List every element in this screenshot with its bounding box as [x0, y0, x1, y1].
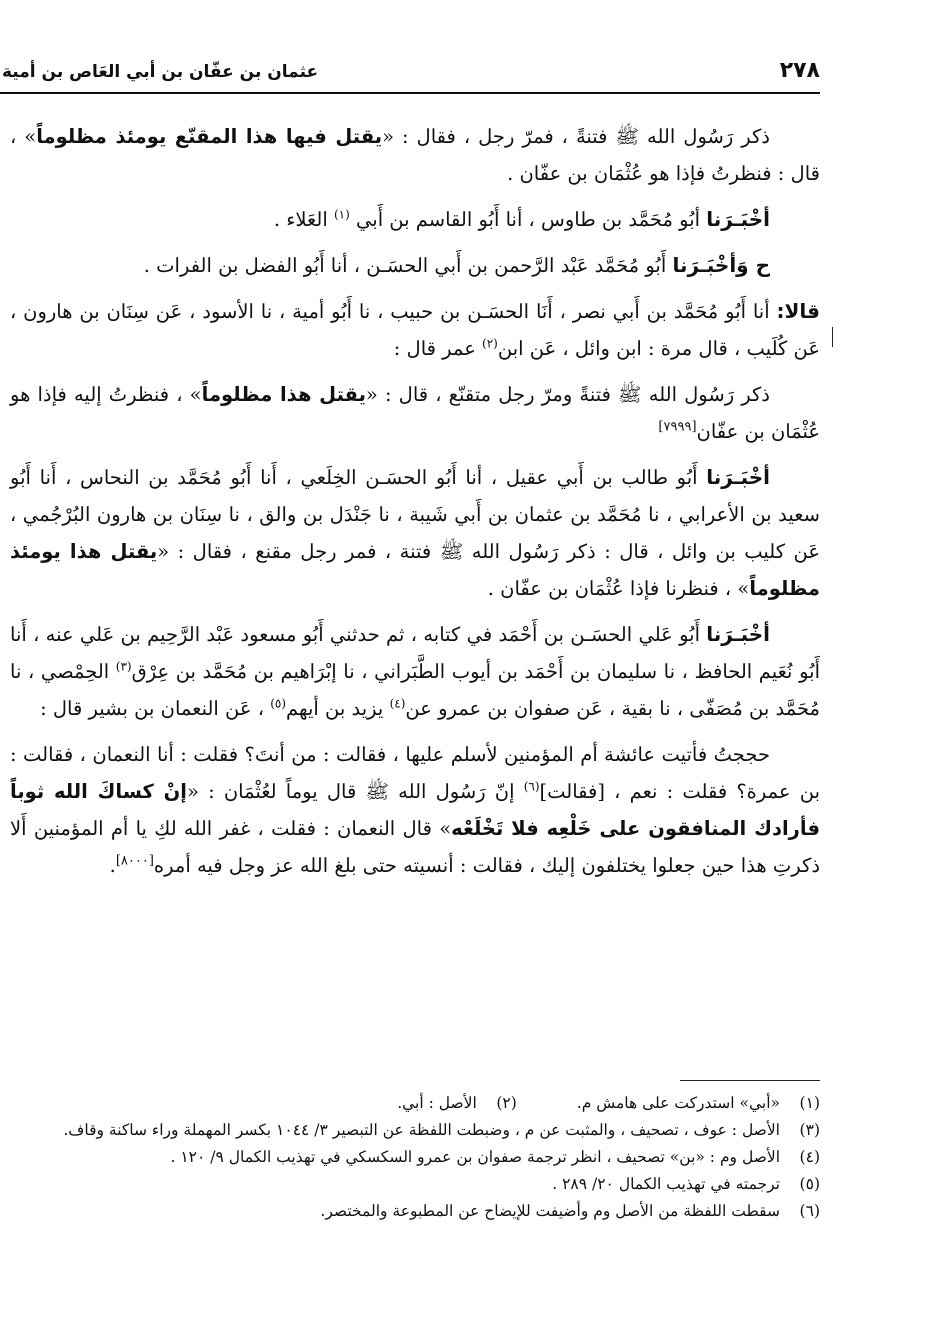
paragraph-4: [10, 293, 820, 367]
footnote-ref: (٦): [523, 779, 540, 794]
text-span: أنا أَبُو مُحَمَّد بن أَبي نصر ، أَنَا الحسَـن بن حبيب ، نا أَبُو أمية ، نا الأسود ، عَن سِنَان بن هارون ، عَن كُلَيب ، قال مرة : ابن وائل ، عَن ابن: [10, 300, 820, 360]
text-span: » ، فنظرتُ إليه فإذا هو عُثْمَان بن عفّان: [10, 383, 820, 443]
footnote-number: (٥): [799, 1175, 820, 1193]
paragraph-8: [10, 736, 820, 884]
paragraph-5: [10, 376, 820, 450]
paragraph-7: [10, 616, 820, 727]
footnote-text: الأصل : أبي.: [397, 1094, 477, 1112]
isnad-lead: قالا:: [776, 299, 820, 323]
hadith-number: [٧٩٩٩]: [658, 419, 697, 435]
footnote-number: (٣): [799, 1121, 820, 1139]
hadith-quote: يقتل هذا مظلوماً: [201, 383, 366, 406]
paragraph-2: [10, 201, 820, 238]
text-span: الحِمْصي ، نا مُحَمَّد بن مُصَفّى ، نا بقية ، عَن صفوان بن عمرو عن: [10, 660, 820, 720]
footnote-ref: (٣): [115, 659, 132, 674]
margin-mark: [832, 327, 833, 347]
footnote-number: (١): [799, 1094, 820, 1112]
text-span: أبُو مُحَمَّد بن طاوس ، أنا أَبُو القاسم بن أَبي: [349, 208, 707, 231]
text-span: » قال النعمان : فقلت ، غفر الله لكِ يا أم المؤمنين أَلا ذكرتِ هذا حين جعلوا يختلفون إليك ، فقالت : أنسيته حتى بلغ الله عز وجل فيه أمره: [10, 817, 820, 877]
footnote-text: الأصل وم : «بن» تصحيف ، انظر ترجمة صفوان بن عمرو السكسكي في تهذيب الكمال ٩/ ١٢٠ .: [170, 1148, 780, 1166]
footnote-ref: (٥): [270, 696, 287, 711]
footnote-1-2: [10, 1090, 820, 1117]
text-span: » ، فنظرنا فإذا عُثْمَان بن عفّان .: [487, 577, 750, 600]
main-text: [10, 118, 820, 893]
paragraph-3: [10, 247, 820, 284]
text-span: ، عَن النعمان بن بشير قال :: [40, 697, 271, 720]
text-span: أَبُو مُحَمَّد عَبْد الرَّحمن بن أَبي الحسَـن ، أنا أَبُو الفضل بن الفرات .: [143, 254, 673, 277]
isnad-lead: أخْبَـرَنا: [706, 622, 771, 646]
footnotes: [10, 1090, 820, 1225]
footnote-text: ترجمته في تهذيب الكمال ٢٠/ ٢٨٩ .: [552, 1175, 780, 1193]
footnote-text: سقطت اللفظة من الأصل وم وأضيفت للإيضاح عن المطبوعة والمختصر.: [320, 1202, 780, 1220]
footnote-ref: (٤): [389, 696, 406, 711]
footnote-3: [10, 1117, 820, 1144]
text-span: .: [109, 854, 116, 877]
footnote-text: الأصل : عوف ، تصحيف ، والمثبت عن م ، وضبطت اللفظة عن التبصير ٣/ ١٠٤٤ بكسر المهملة وراء ساكنة وقاف.: [63, 1121, 780, 1139]
footnote-5: [10, 1171, 820, 1198]
text-span: عمر قال :: [393, 337, 483, 360]
page-header: [0, 58, 820, 94]
running-title: عثمان بن عفّان بن أبي العَاص بن أمية: [2, 62, 319, 82]
footnote-separator: [680, 1080, 820, 1081]
text-span: إنّ رَسُول الله ﷺ قال يوماً لعُثْمَان : «: [186, 780, 524, 803]
footnote-ref: (٢): [482, 336, 498, 351]
footnote-4: [10, 1144, 820, 1171]
text-span: أَبُو عَلي الحسَـن بن أَحْمَد في كتابه ، ثم حدثني أَبُو مسعود عَبْد الرَّحِيم بن عَلي عنه ، أَنا أَبُو نُعَيم الحافظ ، نا سليمان بن أَحْمَد بن أيوب الطَّبَراني ، نا إبْرَاهيم بن مُحَمَّد بن عِرْق: [10, 623, 820, 683]
footnote-number: (٦): [799, 1202, 820, 1220]
text-span: ذكر رَسُول الله ﷺ فتنةً ومرّ رجل متقنّع ، قال : «: [365, 383, 770, 406]
isnad-lead: أخْبَـرَنا: [706, 465, 770, 489]
paragraph-1: [10, 118, 820, 192]
paragraph-6: [10, 459, 820, 607]
text-span: العَلاء .: [273, 208, 334, 231]
footnote-6: [10, 1198, 820, 1225]
hadith-quote: يقتل فيها هذا المقنّع يومئذ مظلوماً: [36, 125, 383, 148]
text-span: ذكر رَسُول الله ﷺ فتنةً ، فمرّ رجل ، فقال : «: [382, 125, 770, 148]
text-span: حججتُ فأتيت عائشة أم المؤمنين لأسلم عليها ، فقالت : من أنتَ؟ فقلت : أنا النعمان ، فقالت : بن عمرة؟ فقلت : نعم ، [فقالت]: [10, 743, 820, 803]
isnad-lead: أخْبَـرَنا: [706, 207, 770, 231]
hadith-number: [٨٠٠٠]: [115, 853, 154, 869]
footnote-number: (٢): [496, 1094, 517, 1112]
hadith-quote: إنْ كساكَ الله ثوباً فأرادك المنافقون على خَلْعِه فلا تَخْلَعْه: [10, 780, 820, 840]
isnad-lead: ح وَأخْبَـرَنا: [672, 253, 770, 277]
text-span: أَبُو طالب بن أَبي عقيل ، أنا أَبُو الحسَـن الخِلَعي ، أَنا أَبُو مُحَمَّد بن النحاس ، أَنا أَبُو سعيد بن الأعرابي ، نا مُحَمَّد بن عثمان بن أَبي شَيبة ، نا جَنْدَل بن والق ، نا سِنَان بن هارون البُرْجُمي ، عَن كليب بن وائل ، قال : ذكر رَسُول الله ﷺ فتنة ، فمر رجل مقنع ، فقال : «: [10, 466, 820, 563]
text-span: يزيد بن أيهم: [286, 697, 390, 720]
footnote-number: (٤): [799, 1148, 820, 1166]
text-span: » ، قال : فنظرتُ فإذا هو عُثْمَان بن عفّان .: [10, 125, 820, 185]
footnote-ref: (١): [333, 207, 350, 222]
footnote-text: «أبي» استدركت على هامش م.: [576, 1094, 780, 1112]
hadith-quote: يقتل هذا يومئذ مظلوماً: [10, 540, 820, 600]
page-number: ٢٧٨: [779, 58, 820, 83]
